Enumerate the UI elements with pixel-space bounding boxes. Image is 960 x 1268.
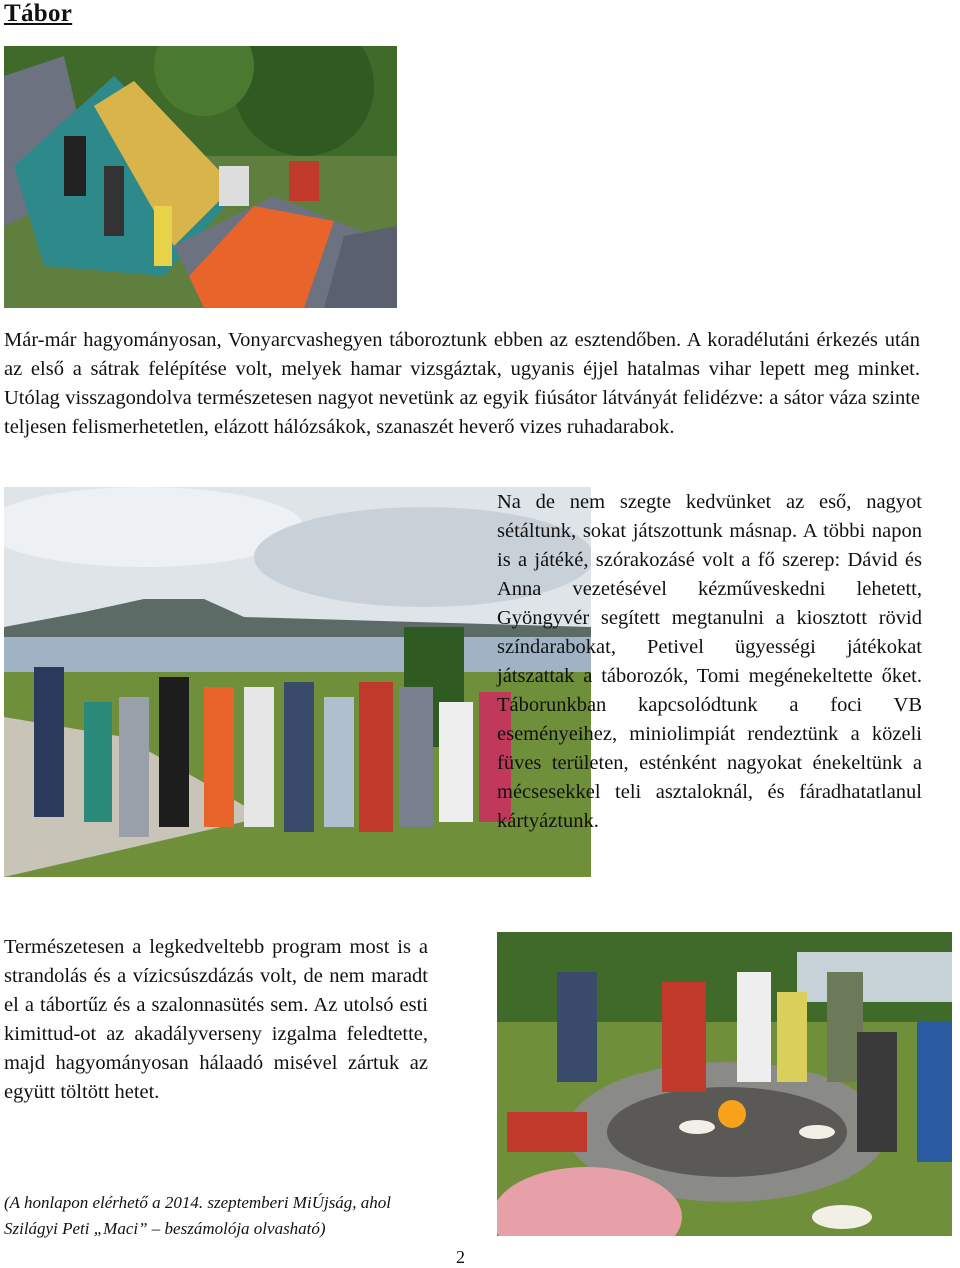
source-note: (A honlapon elérhető a 2014. szeptemberi MiÚjság, ahol Szilágyi Peti „Maci” – beszámolója olvasható) bbox=[4, 1193, 392, 1238]
program-paragraph: Természetesen a legkedveltebb program most is a strandolás és a vízicsúszdázás volt, de nem maradt el a tábortűz és a szalonnasütés sem. Az utolsó esti kimittud-ot az akadályverseny izgalma feledtette, majd hagyományosan hálaadó misével zártuk az együtt töltött hetet. bbox=[4, 936, 428, 1103]
activities-paragraph: Na de nem szegte kedvünket az eső, nagyot sétáltunk, sokat játszottunk másnap. A többi napon is a játéké, szórakozásé volt a fő szerep: Dávid és Anna vezetésével kézműveskedni lehetett, Gyöngyvér segített megtanulni a kiosztott rövid színdarabokat, Petivel ügyességi játékokat játszattak a táborozók, Tomi megénekeltette őket. Táborunkban kapcsolódtunk a foci VB eseményeihez, miniolimpiát rendeztünk a közeli füves területen, esténként nagyokat énekeltünk a mécsesekkel teli asztaloknál, és fáradhatatlanul kártyáztunk. bbox=[497, 491, 922, 832]
page-number: 2 bbox=[456, 1247, 465, 1267]
campfire-photo bbox=[497, 932, 952, 1236]
tents-photo bbox=[4, 46, 397, 308]
page-title: Tábor bbox=[4, 0, 73, 27]
intro-paragraph: Már-már hagyományosan, Vonyarcvashegyen táboroztunk ebben az esztendőben. A koradélutáni érkezés után az első a sátrak felépítése volt, melyek hamar vizsgáztak, ugyanis éjjel hatalmas vihar lepett meg minket. Utólag visszagondolva természetesen nagyot nevetünk az egyik fiúsátor látványát felidézve: a sátor váza szinte teljesen felismerhetetlen, elázott hálózsákok, szanaszét heverő vizes ruhadarabok. bbox=[4, 329, 920, 438]
